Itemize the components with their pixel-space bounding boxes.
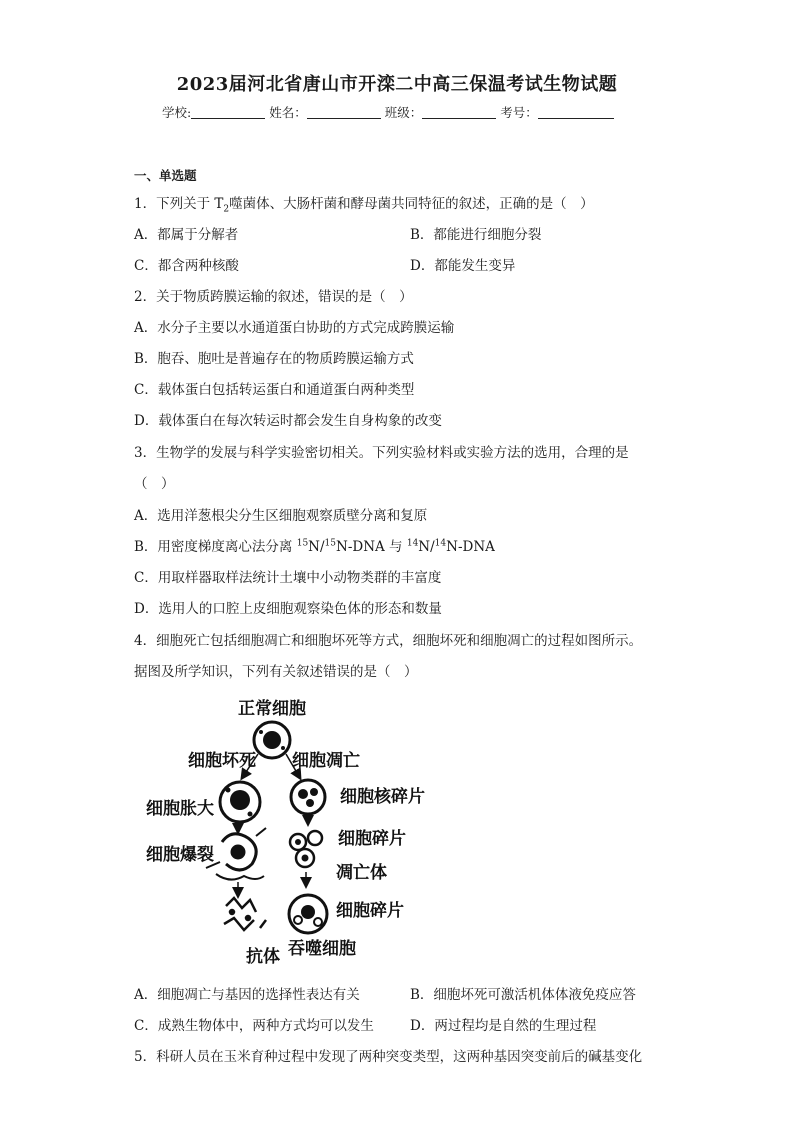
school-blank (191, 105, 265, 119)
class-blank (422, 105, 496, 119)
q4-stem: 4．细胞死亡包括细胞凋亡和细胞坏死等方式，细胞坏死和细胞凋亡的过程如图所示。 (134, 633, 643, 649)
q4-option-b: B．细胞坏死可激活机体体液免疫应答 (410, 987, 636, 1003)
debris-icon (224, 898, 266, 930)
apoptotic-cell-icon (291, 780, 325, 814)
q4-option-a: A．细胞凋亡与基因的选择性表达有关 (134, 987, 360, 1003)
cell-fragments-icon (290, 831, 322, 867)
q4-option-d: D．两过程均是自然的生理过程 (410, 1018, 597, 1034)
q2-option-b: B．胞吞、胞吐是普遍存在的物质跨膜运输方式 (134, 351, 414, 367)
q2-option-d: D．载体蛋白在每次转运时都会发生自身构象的改变 (134, 413, 442, 429)
name-blank (307, 105, 381, 119)
q1-stem: 1．下列关于 $T_2$噬菌体、大肠杆菌和酵母菌共同特征的叙述，正确的是（ ） (134, 196, 594, 215)
q1-option-d: D．都能发生变异 (410, 258, 516, 274)
cell-death-diagram (140, 692, 430, 967)
q3-option-b: B．用密度梯度离心法分离 $^{15}$N/$^{15}$N-DNA 与 $^{14}$N/$^{14}$N-DNA (134, 538, 495, 555)
q3-stem: 3．生物学的发展与科学实验密切相关。下列实验材料或实验方法的选用，合理的是 (134, 445, 629, 461)
q3-option-c: C．用取样器取样法统计土壤中小动物类群的丰富度 (134, 570, 442, 586)
exam-number-blank (538, 105, 614, 119)
q5-stem: 5．科研人员在玉米育种过程中发现了两种突变类型，这两种基因突变前后的碱基变化 (134, 1049, 643, 1065)
q2-option-c: C．载体蛋白包括转运蛋白和通道蛋白两种类型 (134, 382, 415, 398)
q3-stem-cont: （ ） (134, 476, 175, 492)
phagocyte-icon (289, 895, 327, 933)
label-cell-rupture: 细胞爆裂 (146, 845, 214, 865)
label-cell-fragments-2: 细胞碎片 (336, 901, 404, 921)
label-cell-swelling: 细胞胀大 (146, 799, 214, 819)
label-necrosis: 细胞坏死 (188, 751, 256, 771)
class-label: 班级： (384, 105, 423, 120)
name-label: 姓名： (269, 105, 307, 120)
q3-option-d: D．选用人的口腔上皮细胞观察染色体的形态和数量 (134, 601, 442, 617)
section-heading: 一、单选题 (134, 168, 197, 183)
ruptured-cell-icon (206, 828, 266, 880)
label-nuclear-fragments: 细胞核碎片 (340, 787, 425, 807)
q1-option-c: C．都含两种核酸 (134, 258, 239, 274)
q4-stem-cont: 据图及所学知识，下列有关叙述错误的是（ ） (134, 664, 418, 680)
q4-option-c: C．成熟生物体中，两种方式均可以发生 (134, 1018, 374, 1034)
q3-option-a: A．选用洋葱根尖分生区细胞观察质壁分离和复原 (134, 508, 428, 524)
label-apoptotic-body: 凋亡体 (336, 863, 387, 883)
q1-option-b: B．都能进行细胞分裂 (410, 227, 542, 243)
exam-number-label: 考号： (500, 105, 538, 120)
label-normal-cell: 正常细胞 (238, 699, 306, 719)
normal-cell-icon (254, 722, 290, 758)
student-info-line (162, 103, 614, 121)
label-phagocyte: 吞噬细胞 (288, 939, 356, 959)
school-label: 学校: (162, 105, 192, 120)
q1-option-a: A．都属于分解者 (134, 227, 239, 243)
label-apoptosis: 细胞凋亡 (292, 751, 360, 771)
label-antibody: 抗体 (246, 947, 280, 967)
label-cell-fragments-1: 细胞碎片 (338, 829, 406, 849)
swollen-cell-icon (220, 782, 260, 822)
q2-stem: 2．关于物质跨膜运输的叙述，错误的是（ ） (134, 289, 413, 305)
page-title: 2023届河北省唐山市开滦二中高三保温考试生物试题 (176, 74, 618, 95)
q2-option-a: A．水分子主要以水通道蛋白协助的方式完成跨膜运输 (134, 320, 455, 336)
